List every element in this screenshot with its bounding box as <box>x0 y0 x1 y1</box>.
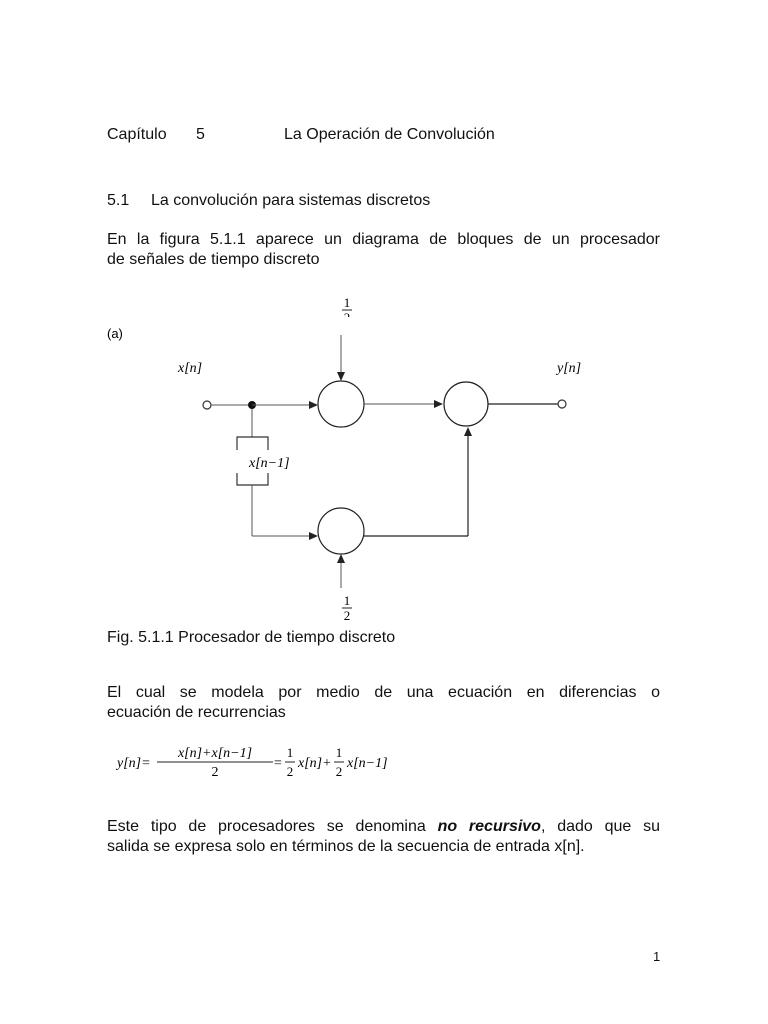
equation-term-2: x[n−1] <box>347 756 388 771</box>
input-label: x[n] <box>178 361 203 376</box>
adder-input-arrowhead <box>434 400 443 408</box>
clip-mask-top <box>336 317 358 325</box>
equation-term-1: x[n]+ <box>298 756 332 771</box>
bottom-multiplier-circle <box>318 508 364 554</box>
bottom-input-arrowhead <box>309 532 318 540</box>
difference-equation <box>115 738 395 788</box>
model-line-2: ecuación de recurrencias <box>107 704 286 721</box>
delay-label: x[n−1] <box>249 456 290 471</box>
conclusion-line-1 <box>107 817 660 837</box>
section-number: 5.1 <box>107 192 130 209</box>
delay-bracket-top <box>237 437 268 450</box>
top-gain-arrowhead <box>337 372 345 381</box>
fraction-2-numerator: 1 <box>286 745 294 760</box>
bottom-gain-arrowhead <box>337 554 345 563</box>
chapter-number: 5 <box>196 126 205 143</box>
fraction-1-numerator: x[n]+x[n−1] <box>177 746 253 761</box>
panel-label: (a) <box>107 326 123 341</box>
bottom-gain-denominator: 2 <box>343 608 351 620</box>
fraction-3-denominator: 2 <box>335 764 343 779</box>
intro-line-1: En la figura 5.1.1 aparece un diagrama de bloques de un procesador <box>107 231 660 248</box>
page-number: 1 <box>653 949 661 964</box>
fraction-2-denominator: 2 <box>286 764 294 779</box>
figure-caption: Fig. 5.1.1 Procesador de tiempo discreto <box>107 629 396 646</box>
conclusion-line-2: salida se expresa solo en términos de la secuencia de entrada x[n]. <box>107 838 585 855</box>
bottom-gain-numerator: 1 <box>343 593 351 608</box>
top-multiplier-circle <box>318 381 364 427</box>
model-line-1: El cual se modela por medio de una ecuación en diferencias o <box>107 684 660 701</box>
conclusion-emphasis: no recursivo <box>437 818 541 835</box>
adder-bottom-arrowhead <box>464 427 472 436</box>
chapter-word: Capítulo <box>107 126 167 143</box>
delay-bracket-bottom <box>237 473 268 485</box>
output-terminal <box>558 400 566 408</box>
fraction-1-denominator: 2 <box>211 765 219 780</box>
intro-line-2: de señales de tiempo discreto <box>107 251 320 268</box>
section-title: La convolución para sistemas discretos <box>151 192 431 209</box>
output-adder-circle <box>444 382 488 426</box>
fraction-3-numerator: 1 <box>335 745 343 760</box>
conclusion-line-1-post: , dado que su <box>540 818 660 835</box>
input-terminal <box>203 401 211 409</box>
chapter-title: La Operación de Convolución <box>284 126 495 143</box>
conclusion-line-1-pre: Este tipo de procesadores se denomina <box>107 818 438 835</box>
output-label: y[n] <box>557 361 582 376</box>
block-diagram <box>0 290 768 620</box>
top-gain-numerator: 1 <box>343 295 351 310</box>
equation-lhs: y[n]= <box>117 756 151 771</box>
top-adder-input-arrowhead <box>309 401 318 409</box>
equation-equals: = <box>274 756 282 771</box>
